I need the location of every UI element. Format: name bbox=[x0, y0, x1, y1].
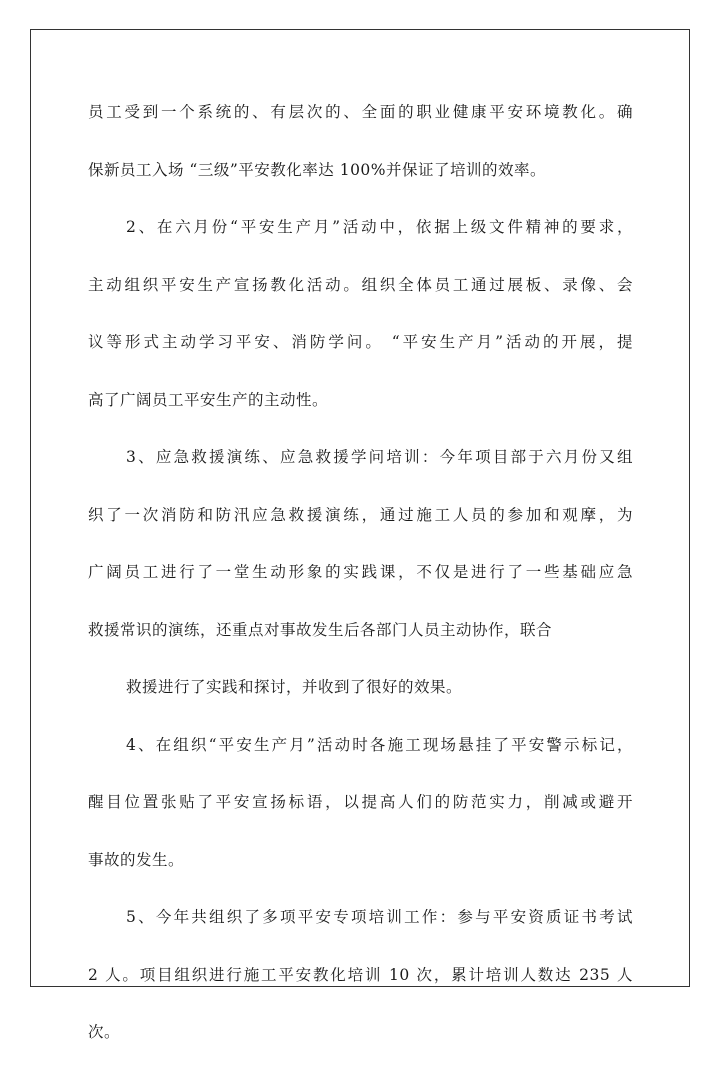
paragraph-start-line: 3、应急救援演练、应急救援学问培训：今年项目部于六月份又组 bbox=[126, 448, 633, 466]
paragraph-start-line: 4、在组织“平安生产月”活动时各施工现场悬挂了平安警示标记， bbox=[126, 735, 633, 754]
text-line: 高了广阔员工平安生产的主动性。 bbox=[88, 390, 329, 409]
text-line: 保新员工入场 “三级”平安教化率达 100%并保证了培训的效率。 bbox=[88, 160, 547, 179]
text-line: 员工受到一个系统的、有层次的、全面的职业健康平安环境教化。确 bbox=[88, 103, 633, 121]
text-line: 织了一次消防和防汛应急救援演练，通过施工人员的参加和观摩，为 bbox=[88, 505, 633, 524]
text-line: 醒目位置张贴了平安宣扬标语，以提高人们的防范实力，削减或避开 bbox=[88, 793, 633, 811]
text-line: 救援常识的演练，还重点对事故发生后各部门人员主动协作，联合 bbox=[88, 620, 553, 639]
text-line: 2 人。项目组织进行施工平安教化培训 10 次，累计培训人数达 235 人 bbox=[88, 965, 633, 984]
text-line: 议等形式主动学习平安、消防学问。 “平安生产月”活动的开展，提 bbox=[88, 333, 633, 351]
paragraph-start-line: 5、今年共组织了多项平安专项培训工作：参与平安资质证书考试 bbox=[126, 908, 633, 926]
document-body bbox=[88, 92, 633, 1070]
paragraph-start-line: 救援进行了实践和探讨，并收到了很好的效果。 bbox=[126, 678, 463, 696]
paragraph-start-line: 2、在六月份“平安生产月”活动中，依据上级文件精神的要求， bbox=[126, 218, 633, 236]
text-line: 次。 bbox=[88, 1023, 121, 1041]
text-line: 主动组织平安生产宣扬教化活动。组织全体员工通过展板、录像、会 bbox=[88, 275, 633, 294]
text-line: 广阔员工进行了一堂生动形象的实践课，不仅是进行了一些基础应急 bbox=[88, 563, 633, 581]
text-line: 事故的发生。 bbox=[88, 850, 185, 869]
